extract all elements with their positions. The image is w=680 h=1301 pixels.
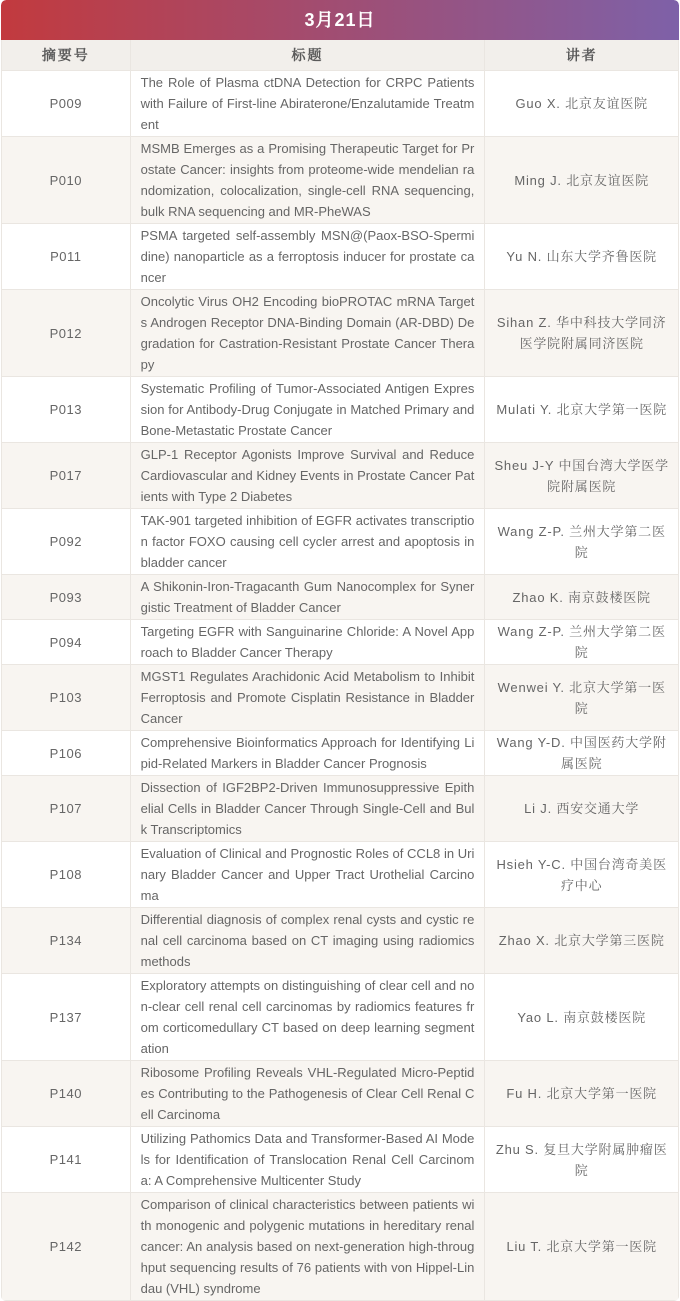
- speaker: Sihan Z. 华中科技大学同济医学院附属同济医院: [485, 290, 679, 377]
- paper-title: Comparison of clinical characteristics between patients with monogenic and polygenic mutations in hereditary renal cancer: An analysis based on next-generation high-throughput sequencing results of 76 patients with von Hippel-Lindau (VHL) syndrome: [130, 1193, 485, 1301]
- date-header: [1, 0, 679, 40]
- table-row: [2, 137, 679, 224]
- abstract-number: P137: [2, 974, 131, 1061]
- speaker: Hsieh Y-C. 中国台湾奇美医疗中心: [485, 842, 679, 908]
- speaker: Liu T. 北京大学第一医院: [485, 1193, 679, 1301]
- paper-title: Evaluation of Clinical and Prognostic Roles of CCL8 in Urinary Bladder Cancer and Upper Tract Urothelial Carcinoma: [130, 842, 485, 908]
- table-body: [2, 71, 679, 1301]
- column-header-abstract-number: 摘要号: [2, 40, 131, 71]
- abstract-number: P013: [2, 377, 131, 443]
- speaker: Yao L. 南京鼓楼医院: [485, 974, 679, 1061]
- speaker: Yu N. 山东大学齐鲁医院: [485, 224, 679, 290]
- table-row: [2, 509, 679, 575]
- paper-title: A Shikonin-Iron-Tragacanth Gum Nanocomplex for Synergistic Treatment of Bladder Cancer: [130, 575, 485, 620]
- paper-title: GLP-1 Receptor Agonists Improve Survival and Reduce Cardiovascular and Kidney Events in Prostate Cancer Patients with Type 2 Diabetes: [130, 443, 485, 509]
- paper-title: Differential diagnosis of complex renal cysts and cystic renal cell carcinoma based on CT imaging using radiomics methods: [130, 908, 485, 974]
- speaker: Wang Y-D. 中国医药大学附属医院: [485, 731, 679, 776]
- speaker: Wang Z-P. 兰州大学第二医院: [485, 509, 679, 575]
- table-row: [2, 443, 679, 509]
- abstract-number: P103: [2, 665, 131, 731]
- paper-title: TAK-901 targeted inhibition of EGFR activates transcription factor FOXO causing cell cycler arrest and apoptosis in bladder cancer: [130, 509, 485, 575]
- table-row: [2, 1061, 679, 1127]
- table-row: [2, 842, 679, 908]
- table-row: [2, 665, 679, 731]
- table-row: [2, 731, 679, 776]
- abstract-number: P011: [2, 224, 131, 290]
- abstract-number: P094: [2, 620, 131, 665]
- table-row: [2, 974, 679, 1061]
- paper-title: Systematic Profiling of Tumor-Associated Antigen Expression for Antibody-Drug Conjugate in Matched Primary and Bone-Metastatic Prostate Cancer: [130, 377, 485, 443]
- table-row: [2, 377, 679, 443]
- paper-title: Oncolytic Virus OH2 Encoding bioPROTAC mRNA Targets Androgen Receptor DNA-Binding Domain (AR-DBD) Degradation for Castration-Resistant Prostate Cancer Therapy: [130, 290, 485, 377]
- speaker: Zhu S. 复旦大学附属肿瘤医院: [485, 1127, 679, 1193]
- table-row: [2, 224, 679, 290]
- conference-schedule-card: [1, 0, 679, 1301]
- paper-title: Exploratory attempts on distinguishing of clear cell and non-clear cell renal cell carcinomas by radiomics features from corticomedullary CT based on deep learning segmentation: [130, 974, 485, 1061]
- paper-title: Utilizing Pathomics Data and Transformer-Based AI Models for Identification of Translocation Renal Cell Carcinoma: A Comprehensive Multicenter Study: [130, 1127, 485, 1193]
- abstract-number: P017: [2, 443, 131, 509]
- paper-title: Targeting EGFR with Sanguinarine Chloride: A Novel Approach to Bladder Cancer Therapy: [130, 620, 485, 665]
- abstract-number: P009: [2, 71, 131, 137]
- speaker: Fu H. 北京大学第一医院: [485, 1061, 679, 1127]
- table-row: [2, 776, 679, 842]
- speaker: Mulati Y. 北京大学第一医院: [485, 377, 679, 443]
- abstract-number: P092: [2, 509, 131, 575]
- table-row: [2, 71, 679, 137]
- speaker: Wang Z-P. 兰州大学第二医院: [485, 620, 679, 665]
- abstract-number: P108: [2, 842, 131, 908]
- table-row: [2, 620, 679, 665]
- paper-title: Ribosome Profiling Reveals VHL-Regulated Micro-Peptides Contributing to the Pathogenesis of Clear Cell Renal Cell Carcinoma: [130, 1061, 485, 1127]
- paper-title: MSMB Emerges as a Promising Therapeutic Target for Prostate Cancer: insights from proteome-wide mendelian randomization, colocalization, single-cell RNA sequencing, bulk RNA sequencing and MR-PheWAS: [130, 137, 485, 224]
- column-header-speaker: 讲者: [485, 40, 679, 71]
- speaker: Ming J. 北京友谊医院: [485, 137, 679, 224]
- speaker: Zhao K. 南京鼓楼医院: [485, 575, 679, 620]
- table-row: [2, 575, 679, 620]
- paper-title: PSMA targeted self-assembly MSN@(Paox-BSO-Spermidine) nanoparticle as a ferroptosis inducer for prostate cancer: [130, 224, 485, 290]
- abstract-table: [1, 40, 679, 1301]
- speaker: Zhao X. 北京大学第三医院: [485, 908, 679, 974]
- abstract-number: P140: [2, 1061, 131, 1127]
- abstract-number: P141: [2, 1127, 131, 1193]
- paper-title: Comprehensive Bioinformatics Approach for Identifying Lipid-Related Markers in Bladder Cancer Prognosis: [130, 731, 485, 776]
- abstract-number: P106: [2, 731, 131, 776]
- speaker: Li J. 西安交通大学: [485, 776, 679, 842]
- abstract-number: P012: [2, 290, 131, 377]
- table-row: [2, 1127, 679, 1193]
- speaker: Wenwei Y. 北京大学第一医院: [485, 665, 679, 731]
- abstract-number: P010: [2, 137, 131, 224]
- table-header-row: [2, 40, 679, 71]
- abstract-number: P107: [2, 776, 131, 842]
- table-row: [2, 1193, 679, 1301]
- speaker: Guo X. 北京友谊医院: [485, 71, 679, 137]
- column-header-title: 标题: [130, 40, 485, 71]
- abstract-number: P134: [2, 908, 131, 974]
- abstract-number: P142: [2, 1193, 131, 1301]
- abstract-number: P093: [2, 575, 131, 620]
- paper-title: MGST1 Regulates Arachidonic Acid Metabolism to Inhibit Ferroptosis and Promote Cisplatin Resistance in Bladder Cancer: [130, 665, 485, 731]
- date-title: 3月21日: [304, 10, 376, 30]
- speaker: Sheu J-Y 中国台湾大学医学院附属医院: [485, 443, 679, 509]
- paper-title: The Role of Plasma ctDNA Detection for CRPC Patients with Failure of First-line Abiraterone/Enzalutamide Treatment: [130, 71, 485, 137]
- paper-title: Dissection of IGF2BP2-Driven Immunosuppressive Epithelial Cells in Bladder Cancer Through Single-Cell and Bulk Transcriptomics: [130, 776, 485, 842]
- table-row: [2, 290, 679, 377]
- table-row: [2, 908, 679, 974]
